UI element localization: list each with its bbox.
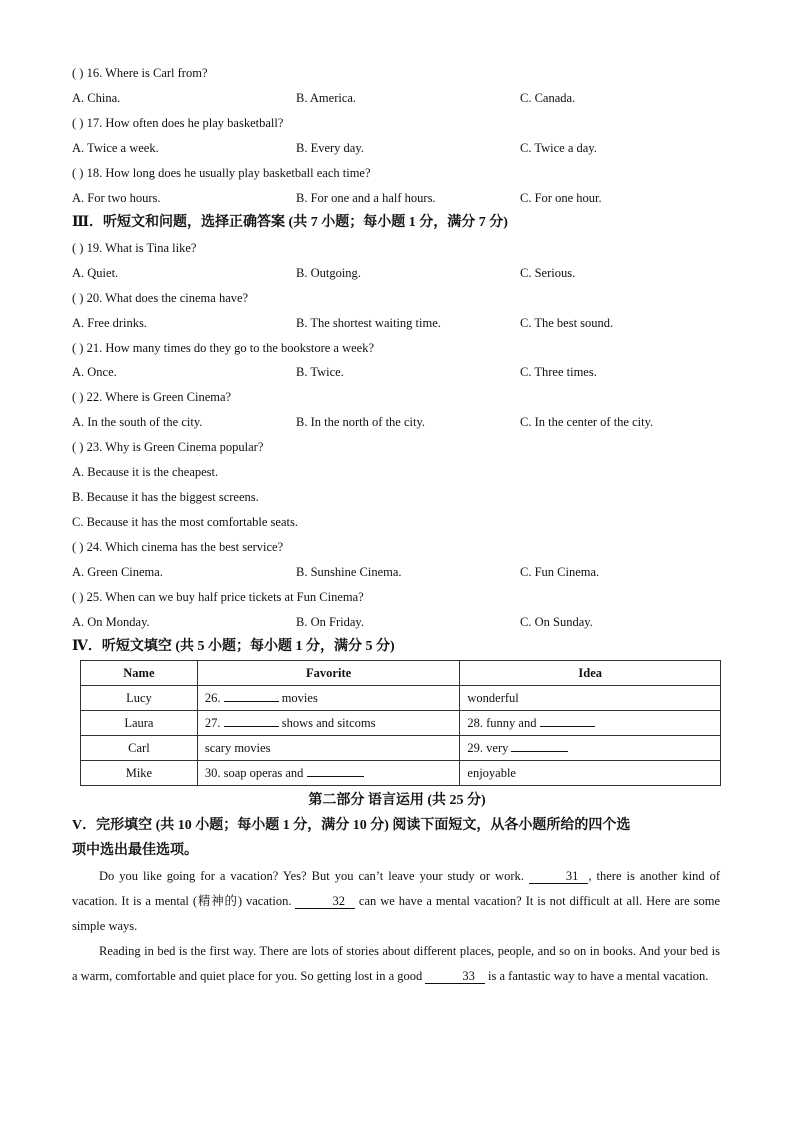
answer-blank-29[interactable]	[511, 751, 568, 752]
q23-option-c: C. Because it has the most comfortable seats.	[72, 515, 298, 529]
cloze-passage	[72, 864, 720, 989]
question-18: ( ) 18. How long does he usually play basketball each time?	[72, 166, 371, 180]
q16-option-a: A. China.	[72, 91, 121, 105]
q18-option-c: C. For one hour.	[520, 191, 602, 205]
header-name: Name	[81, 661, 198, 686]
q21-option-b: B. Twice.	[296, 365, 344, 379]
q19-option-a: A. Quiet.	[72, 266, 119, 280]
cell-favorite: 30. soap operas and	[197, 761, 460, 786]
cloze-blank-33[interactable]: 33	[425, 970, 485, 984]
cell-favorite: scary movies	[197, 736, 460, 761]
q17-option-a: A. Twice a week.	[72, 141, 159, 155]
table-row	[81, 686, 721, 711]
question-25: ( ) 25. When can we buy half price tickets at Fun Cinema?	[72, 590, 364, 604]
q20-option-c: C. The best sound.	[520, 316, 614, 330]
q25-option-a: A. On Monday.	[72, 615, 150, 629]
table-row	[81, 711, 721, 736]
q25-option-c: C. On Sunday.	[520, 615, 593, 629]
table-header-row	[81, 661, 721, 686]
answer-blank-26[interactable]	[224, 701, 279, 702]
table-row	[81, 736, 721, 761]
q17-option-c: C. Twice a day.	[520, 141, 597, 155]
question-19: ( ) 19. What is Tina like?	[72, 241, 197, 255]
q24-option-c: C. Fun Cinema.	[520, 565, 600, 579]
q20-option-b: B. The shortest waiting time.	[296, 316, 441, 330]
section-4-title: Ⅳ．听短文填空 (共 5 小题；每小题 1 分，满分 5 分)	[72, 639, 395, 654]
cell-idea: 29. very	[460, 736, 721, 761]
q22-option-c: C. In the center of the city.	[520, 415, 654, 429]
answer-blank-30[interactable]	[307, 776, 364, 777]
paragraph-2: Reading in bed is the first way. There are lots of stories about different places, people, and so on in books. And your bed is a warm, comfortable and quiet place for you. So getting lost in a good 33 is a fantastic way to have a mental vacation.	[72, 944, 720, 983]
cell-name: Lucy	[81, 686, 198, 711]
q17-option-b: B. Every day.	[296, 141, 364, 155]
table-row	[81, 761, 721, 786]
cell-idea: enjoyable	[460, 761, 721, 786]
question-20: ( ) 20. What does the cinema have?	[72, 291, 249, 305]
q24-option-b: B. Sunshine Cinema.	[296, 565, 402, 579]
q18-option-b: B. For one and a half hours.	[296, 191, 436, 205]
cell-idea: 28. funny and	[460, 711, 721, 736]
q23-option-a: A. Because it is the cheapest.	[72, 465, 219, 479]
section-5-title-line-1: V．完形填空 (共 10 小题；每小题 1 分，满分 10 分) 阅读下面短文，从各小题所给的四个选	[72, 818, 631, 833]
header-favorite: Favorite	[197, 661, 460, 686]
part-2-title: 第二部分 语言运用 (共 25 分)	[308, 793, 486, 808]
question-21: ( ) 21. How many times do they go to the bookstore a week?	[72, 341, 375, 355]
q25-option-b: B. On Friday.	[296, 615, 364, 629]
cell-favorite: 26. movies	[197, 686, 460, 711]
q19-option-c: C. Serious.	[520, 266, 576, 280]
q20-option-a: A. Free drinks.	[72, 316, 147, 330]
answer-blank-27[interactable]	[224, 726, 279, 727]
question-24: ( ) 24. Which cinema has the best service?	[72, 540, 284, 554]
q22-option-a: A. In the south of the city.	[72, 415, 203, 429]
cell-favorite: 27. shows and sitcoms	[197, 711, 460, 736]
question-23: ( ) 23. Why is Green Cinema popular?	[72, 440, 264, 454]
section-3-title: Ⅲ．听短文和问题，选择正确答案 (共 7 小题；每小题 1 分，满分 7 分)	[72, 215, 508, 230]
q18-option-a: A. For two hours.	[72, 191, 161, 205]
q16-option-c: C. Canada.	[520, 91, 576, 105]
cloze-blank-31[interactable]: 31	[529, 870, 589, 884]
q23-option-b: B. Because it has the biggest screens.	[72, 490, 259, 504]
question-16: ( ) 16. Where is Carl from?	[72, 66, 208, 80]
cell-name: Carl	[81, 736, 198, 761]
q19-option-b: B. Outgoing.	[296, 266, 361, 280]
q21-option-c: C. Three times.	[520, 365, 597, 379]
q24-option-a: A. Green Cinema.	[72, 565, 163, 579]
cloze-blank-32[interactable]: 32	[295, 895, 355, 909]
q16-option-b: B. America.	[296, 91, 357, 105]
question-22: ( ) 22. Where is Green Cinema?	[72, 390, 232, 404]
header-idea: Idea	[460, 661, 721, 686]
question-17: ( ) 17. How often does he play basketball?	[72, 116, 284, 130]
fill-in-table	[80, 660, 721, 786]
paragraph-1: Do you like going for a vacation? Yes? But you can’t leave your study or work. 31 , there is another kind of vacation. It is a mental (精神的) vacation. 32 can we have a mental vacation? It is not difficult at all. Here are some simple ways.	[72, 869, 720, 933]
answer-blank-28[interactable]	[540, 726, 595, 727]
cell-name: Laura	[81, 711, 198, 736]
q22-option-b: B. In the north of the city.	[296, 415, 426, 429]
cell-name: Mike	[81, 761, 198, 786]
section-5-title-line-2: 项中选出最佳选项。	[72, 843, 198, 858]
q21-option-a: A. Once.	[72, 365, 117, 379]
cell-idea: wonderful	[460, 686, 721, 711]
